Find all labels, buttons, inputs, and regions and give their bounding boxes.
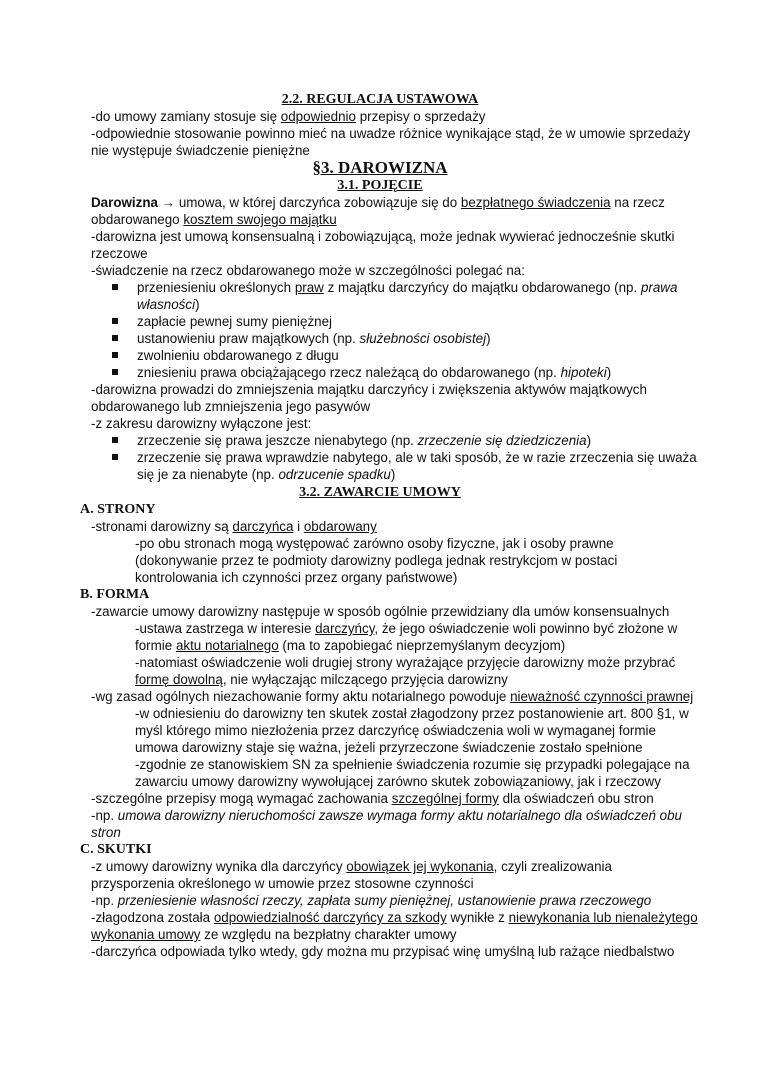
text-line: -do umowy zamiany stosuje się odpowiednio przepisy o sprzedaży (91, 109, 486, 124)
text-line: nie występuje świadczenie pieniężne (91, 143, 310, 158)
text-line: -np. umowa darowizny nieruchomości zawsze wymaga formy aktu notarialnego dla oświadczeń obu (91, 808, 682, 823)
text-line: -wg zasad ogólnych niezachowanie formy aktu notarialnego powoduje nieważność czynności prawnej (91, 689, 694, 704)
text-line: -ustawa zastrzega w interesie darczyńcy, że jego oświadczenie woli powinno być złożone w (135, 621, 678, 636)
list-item-continuation: własności) (137, 297, 200, 312)
text-line: -darowizna prowadzi do zmniejszenia majątku darczyńcy i zwiększenia aktywów majątkowych (91, 382, 647, 397)
text-line: -odpowiednie stosowanie powinno mieć na uwadze różnice wynikające stąd, że w umowie sprzedaży (91, 126, 691, 141)
text-line: -zawarcie umowy darowizny następuje w sposób ogólnie przewidziany dla umów konsensualnych (91, 604, 670, 619)
text-line: stron (91, 825, 121, 840)
text-line: -np. przeniesienie własności rzeczy, zapłata sumy pieniężnej, ustanowienie prawa rzeczowego (91, 893, 652, 908)
list-item: zrzeczenie się prawa wprawdzie nabytego, ale w taki sposób, że w razie zrzeczenia się uważa (137, 450, 697, 465)
text-line: -po obu stronach mogą występować zarówno osoby fizyczne, jak i osoby prawne (135, 536, 614, 551)
text-line: -z zakresu darowizny wyłączone jest: (91, 416, 312, 431)
section-heading-strony: A. STRONY (80, 502, 156, 517)
text-line: formę dowolną, nie wyłączając milczącego przyjęcia darowizny (135, 672, 508, 687)
text-line: formie aktu notarialnego (ma to zapobiegać nieprzemyślanym decyzjom) (135, 638, 566, 653)
list-item-continuation: się je za nienabyte (np. odrzucenie spadku) (137, 467, 396, 482)
heading-darowizna: §3. DAROWIZNA (312, 158, 448, 177)
text-line: -darczyńca odpowiada tylko wtedy, gdy można mu przypisać winę umyślną lub rażące niedbalstwo (91, 944, 675, 959)
list-item: zapłacie pewnej sumy pieniężnej (137, 314, 333, 329)
text-line: obdarowanego lub zmniejszenia jego pasywów (91, 399, 371, 414)
text-line: obdarowanego kosztem swojego majątku (91, 212, 337, 227)
list-item: ustanowieniu praw majątkowych (np. służebności osobistej) (137, 331, 491, 346)
text-line: -z umowy darowizny wynika dla darczyńcy obowiązek jej wykonania, czyli zrealizowania (91, 859, 612, 874)
list-item: zrzeczenie się prawa jeszcze nienabytego (np. zrzeczenie się dziedziczenia) (137, 433, 592, 448)
list-item: przeniesieniu określonych praw z majątku darczyńcy do majątku obdarowanego (np. prawa (137, 280, 678, 295)
arrow-right-icon: → (161, 195, 176, 210)
text-line: umowa darowizny staje się ważna, jeżeli przyrzeczone świadczenie zostało spełnione (135, 740, 643, 755)
text-line: rzeczowe (91, 246, 148, 261)
text-line: -darowizna jest umową konsensualną i zobowiązującą, może jednak wywierać jednocześnie skutki (91, 229, 675, 244)
text-line: -stronami darowizny są darczyńca i obdarowany (91, 519, 377, 534)
text-line: myśl którego mimo niezłożenia przez darczyńcę oświadczenia woli w wymaganej formie (135, 723, 656, 738)
text-line: -szczególne przepisy mogą wymagać zachowania szczególnej formy dla oświadczeń obu stron (91, 791, 654, 806)
heading-zawarcie-umowy: 3.2. ZAWARCIE UMOWY (299, 485, 461, 500)
definition-line: Darowizna → umowa, w której darczyńca zobowiązuje się do bezpłatnego świadczenia na rzecz (91, 195, 665, 210)
section-heading-skutki: C. SKUTKI (80, 842, 152, 857)
list-item: zwolnieniu obdarowanego z długu (137, 348, 339, 363)
heading-regulacja-ustawowa: 2.2. REGULACJA USTAWOWA (281, 92, 479, 107)
text-line: -w odniesieniu do darowizny ten skutek został złagodzony przez postanowienie art. 800 §1, w (135, 706, 689, 721)
text-line: przysporzenia określonego w umowie przez stosowne czynności (91, 876, 474, 891)
text-line: -świadczenie na rzecz obdarowanego może w szczególności polegać na: (91, 263, 525, 278)
text-line: zawarciu umowy darowizny wywołującej zarówno skutek zobowiązaniowy, jak i rzeczowy (135, 774, 661, 789)
text-line: wykonania umowy ze względu na bezpłatny charakter umowy (91, 927, 457, 942)
text-line: kontrolowania ich czynności przez organy państwowe) (135, 570, 458, 585)
text-line: -zgodnie ze stanowiskiem SN za spełnienie świadczenia rozumie się przypadki polegające na (135, 757, 690, 772)
text-line: -złagodzona została odpowiedzialność darczyńcy za szkody wynikłe z niewykonania lub nienależytego (91, 910, 698, 925)
text-line: (dokonywanie przez te podmioty darowizny podlega jednak restrykcjom w postaci (135, 553, 618, 568)
text-line: -natomiast oświadczenie woli drugiej strony wyrażające przyjęcie darowizny może przybrać (135, 655, 676, 670)
section-heading-forma: B. FORMA (80, 587, 150, 602)
list-item: zniesieniu prawa obciążającego rzecz należącą do obdarowanego (np. hipoteki) (137, 365, 612, 380)
heading-pojecie: 3.1. POJĘCIE (337, 178, 423, 193)
